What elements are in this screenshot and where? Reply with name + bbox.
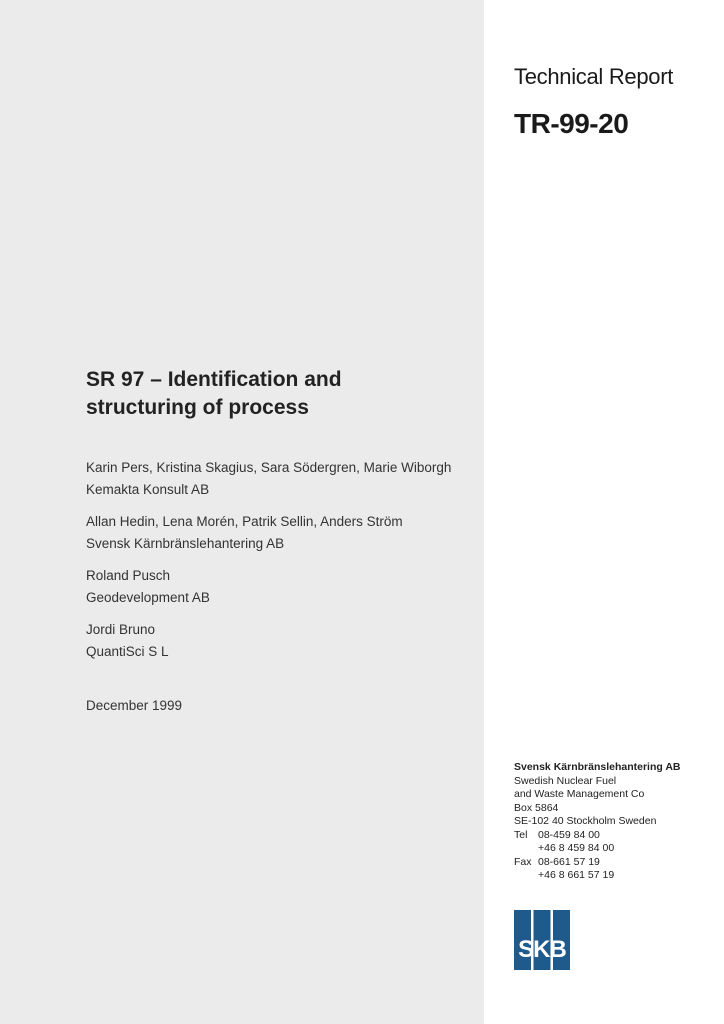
author-affiliation: Svensk Kärnbränslehantering AB: [86, 536, 285, 551]
author-names: Roland Pusch: [86, 568, 171, 583]
publisher-fax-intl-row: [514, 869, 681, 883]
author-affiliation: Geodevelopment AB: [86, 590, 210, 605]
publisher-tel-intl-row: [514, 842, 681, 856]
author-names: Karin Pers, Kristina Skagius, Sara Södergren, Marie Wiborgh: [86, 460, 452, 475]
publisher-fax-row: [514, 856, 681, 870]
fax-label: Fax: [514, 855, 532, 868]
publisher-english-name-2: and Waste Management Co: [514, 788, 645, 800]
tel-intl-number: +46 8 459 84 00: [538, 842, 615, 854]
report-title-line-2: structuring of process: [86, 396, 309, 419]
fax-intl-number: +46 8 661 57 19: [538, 869, 615, 881]
publisher-name: Svensk Kärnbränslehantering AB: [514, 761, 681, 773]
publisher-tel-row: [514, 829, 681, 843]
author-affiliation: Kemakta Konsult AB: [86, 482, 210, 497]
author-group-2: [86, 511, 403, 555]
tel-number: 08-459 84 00: [538, 828, 600, 841]
report-type: Technical Report: [514, 64, 674, 89]
skb-logo: [514, 910, 570, 970]
report-title: [86, 366, 466, 422]
publisher-box: Box 5864: [514, 801, 559, 814]
publisher-english-name-1: Swedish Nuclear Fuel: [514, 774, 617, 787]
report-title-line-1: SR 97 – Identification and: [86, 368, 342, 391]
author-names: Allan Hedin, Lena Morén, Patrik Sellin, Anders Ström: [86, 514, 403, 529]
report-number: TR-99-20: [514, 108, 629, 139]
author-affiliation: QuantiSci S L: [86, 644, 169, 659]
tel-label: Tel: [514, 828, 528, 841]
publisher-address: [514, 761, 681, 883]
author-group-1: [86, 457, 451, 501]
author-group-4: [86, 619, 169, 663]
author-group-3: [86, 565, 210, 609]
author-names: Jordi Bruno: [86, 622, 156, 637]
logo-text: SKB: [518, 936, 566, 963]
report-date: December 1999: [86, 698, 183, 713]
fax-number: 08-661 57 19: [538, 855, 600, 868]
publisher-postal: SE-102 40 Stockholm Sweden: [514, 815, 657, 827]
